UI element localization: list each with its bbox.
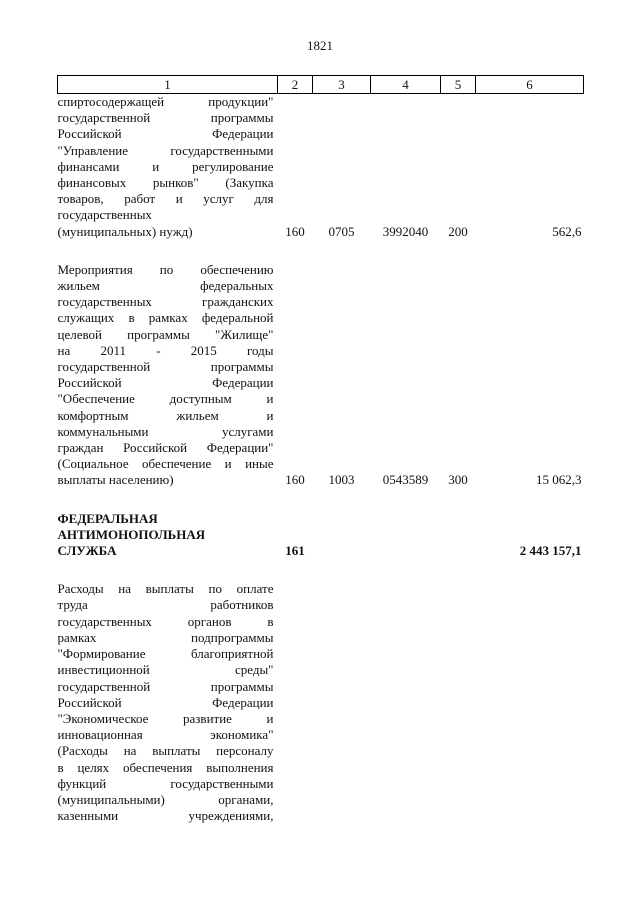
description-line: государственной программы: [57, 359, 274, 375]
section-title-line: АНТИМОНОПОЛЬНАЯ: [57, 526, 206, 542]
description-last-line: (муниципальных) нужд): [57, 223, 193, 239]
table-row: [58, 94, 584, 240]
target-article-code: 0543589: [382, 472, 429, 488]
column-header-5: 5: [441, 76, 476, 94]
description-line: казенными учреждениями,: [57, 808, 274, 824]
description-line: жильем федеральных: [57, 278, 274, 294]
description-line: государственной программы: [57, 110, 274, 126]
description-line: "Обеспечение доступным и: [57, 391, 274, 407]
description-line: Мероприятия по обеспечению: [57, 261, 274, 277]
column-header-6: 6: [476, 76, 584, 94]
column-header-2: 2: [278, 76, 313, 94]
table-row: [58, 581, 584, 824]
grbs-code: 161: [285, 543, 305, 559]
description-line: государственных: [57, 207, 152, 223]
row-description: [58, 94, 278, 240]
description-line: целевой программы "Жилище": [57, 326, 274, 342]
table-row: [58, 262, 584, 489]
grbs-code: 160: [285, 472, 305, 488]
description-line: товаров, работ и услуг для: [57, 191, 274, 207]
row-description: [58, 262, 278, 489]
expense-type-code: [441, 581, 476, 824]
description-line: рамках подпрограммы: [57, 629, 274, 645]
description-line: труда работников: [57, 597, 274, 613]
section-title: [58, 511, 278, 560]
description-line: финансовых рынков" (Закупка: [57, 175, 274, 191]
description-line: Российской Федерации: [57, 375, 274, 391]
description-line: "Управление государственными: [57, 142, 274, 158]
description-line: государственных органов в: [57, 613, 274, 629]
description-line: граждан Российской Федерации": [57, 440, 274, 456]
grbs-code: 160: [285, 223, 305, 239]
description-line: коммунальными услугами: [57, 423, 274, 439]
description-line: (Расходы на выплаты персоналу: [57, 743, 274, 759]
target-article-code: [371, 511, 441, 560]
description-line: (муниципальными) органами,: [57, 791, 274, 807]
description-line: на 2011 - 2015 годы: [57, 342, 274, 358]
column-header-3: 3: [313, 76, 371, 94]
description-line: "Формирование благоприятной: [57, 646, 274, 662]
amount: [476, 581, 584, 824]
description-line: служащих в рамках федеральной: [57, 310, 274, 326]
section-title-line: СЛУЖБА: [57, 543, 117, 559]
description-line: "Экономическое развитие и: [57, 710, 274, 726]
description-line: функций государственными: [57, 775, 274, 791]
description-line: в целях обеспечения выполнения: [57, 759, 274, 775]
description-line: инновационная экономика": [57, 727, 274, 743]
description-line: государственной программы: [57, 678, 274, 694]
page-number: 1821: [307, 38, 333, 53]
description-last-line: выплаты населению): [57, 472, 174, 488]
amount: 562,6: [552, 223, 582, 239]
grbs-code: [278, 581, 313, 824]
row-description: [58, 581, 278, 824]
section-code: 0705: [328, 223, 355, 239]
description-line: инвестиционной среды": [57, 662, 274, 678]
target-article-code: [371, 581, 441, 824]
column-header-1: 1: [58, 76, 278, 94]
description-line: Российской Федерации: [57, 694, 274, 710]
column-header-4: 4: [371, 76, 441, 94]
description-line: государственных гражданских: [57, 294, 274, 310]
section-title-line: ФЕДЕРАЛЬНАЯ: [57, 510, 158, 526]
section-code: 1003: [328, 472, 355, 488]
budget-table: [57, 75, 584, 824]
section-code: [313, 511, 371, 560]
description-line: Расходы на выплаты по оплате: [57, 581, 274, 597]
description-line: комфортным жильем и: [57, 407, 274, 423]
description-line: (Социальное обеспечение и иные: [57, 456, 274, 472]
section-code: [313, 581, 371, 824]
table-row-section-header: [58, 511, 584, 560]
expense-type-code: [441, 511, 476, 560]
target-article-code: 3992040: [382, 223, 429, 239]
column-header-row: [58, 76, 584, 94]
description-line: спиртосодержащей продукции": [57, 94, 274, 109]
amount: 15 062,3: [536, 472, 582, 488]
description-line: финансами и регулирование: [57, 158, 274, 174]
amount: 2 443 157,1: [519, 543, 582, 559]
expense-type-code: 300: [448, 472, 468, 488]
expense-type-code: 200: [448, 223, 468, 239]
description-line: Российской Федерации: [57, 126, 274, 142]
